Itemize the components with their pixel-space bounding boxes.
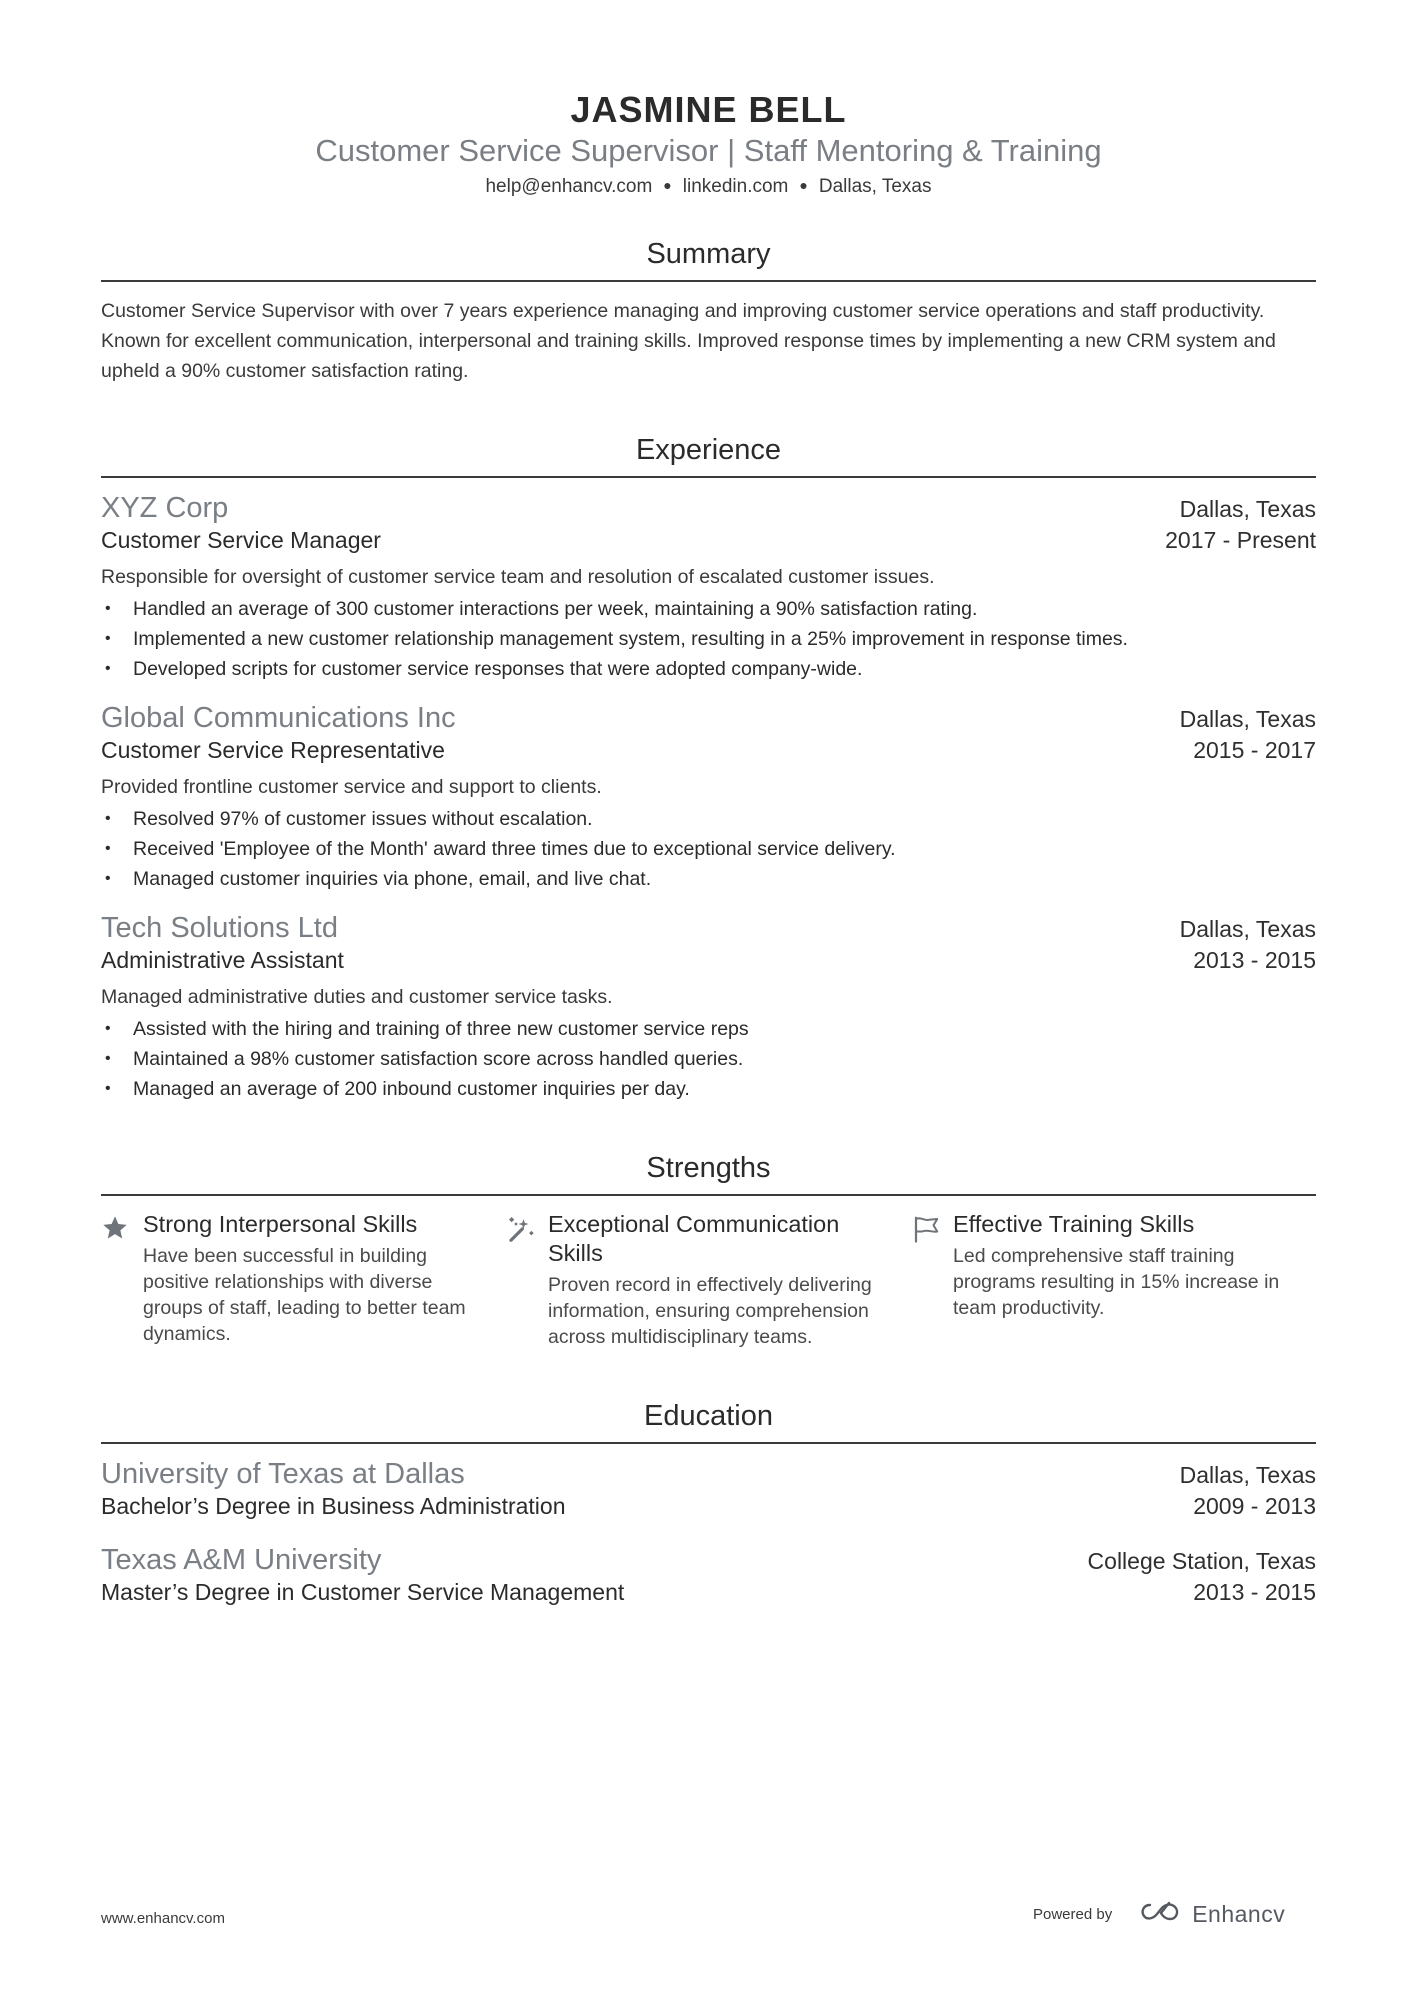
contact-linkedin[interactable]: linkedin.com xyxy=(682,176,789,197)
school-location: College Station, Texas xyxy=(1087,1548,1316,1574)
achievement-item: • Assisted with the hiring and training of three new customer service reps xyxy=(101,1014,1316,1044)
section-title-education: Education xyxy=(644,1400,773,1432)
achievement-item: • Implemented a new customer relationship management system, resulting in a 25% improvement in response times. xyxy=(101,624,1316,654)
school-name: University of Texas at Dallas xyxy=(101,1458,465,1490)
job-dates: 2017 - Present xyxy=(1165,527,1316,553)
job-dates: 2013 - 2015 xyxy=(1193,947,1316,973)
section-title-summary: Summary xyxy=(646,238,771,270)
experience-entry xyxy=(101,702,1316,894)
summary-text: Customer Service Supervisor with over 7 years experience managing and improving customer service operations and staff productivity. Known for excellent communication, interpersonal and training skills. Improved response times by implementing a new CRM system and upheld a 90% customer satisfaction rating. xyxy=(101,300,1276,382)
education-entry xyxy=(101,1544,1316,1606)
star-icon xyxy=(101,1210,143,1350)
achievement-list xyxy=(101,594,1316,684)
separator-dot: ● xyxy=(663,177,672,193)
experience-section xyxy=(101,432,1316,1104)
strength-description: Led comprehensive staff training programs resulting in 15% increase in team productivity. xyxy=(953,1245,1280,1319)
resume-header xyxy=(101,0,1316,200)
job-dates: 2015 - 2017 xyxy=(1193,737,1316,763)
achievement-item: • Managed an average of 200 inbound customer inquiries per day. xyxy=(101,1074,1316,1104)
contact-email[interactable]: help@enhancv.com xyxy=(485,176,653,197)
company-name: XYZ Corp xyxy=(101,492,229,524)
job-description: Managed administrative duties and customer service tasks. xyxy=(101,986,613,1008)
strength-title: Strong Interpersonal Skills xyxy=(143,1211,418,1237)
strengths-grid xyxy=(101,1210,1316,1350)
summary-section xyxy=(101,236,1316,386)
contact-location: Dallas, Texas xyxy=(818,176,932,197)
achievement-item: • Resolved 97% of customer issues without escalation. xyxy=(101,804,1316,834)
flag-icon xyxy=(911,1210,953,1350)
strength-item xyxy=(506,1210,911,1350)
experience-entry xyxy=(101,492,1316,684)
strengths-section xyxy=(101,1150,1316,1350)
job-title: Customer Service Manager xyxy=(101,527,381,553)
achievement-item: • Handled an average of 300 customer interactions per week, maintaining a 90% satisfaction rating. xyxy=(101,594,1316,624)
company-name: Tech Solutions Ltd xyxy=(101,912,338,944)
degree-name: Bachelor’s Degree in Business Administration xyxy=(101,1493,566,1519)
enhancv-logo-icon xyxy=(1138,1900,1184,1929)
section-divider xyxy=(101,1442,1316,1444)
candidate-headline: Customer Service Supervisor | Staff Mentoring & Training xyxy=(315,133,1102,168)
powered-by-label: Powered by xyxy=(1033,1906,1113,1923)
strength-item xyxy=(101,1210,506,1350)
education-entry xyxy=(101,1458,1316,1520)
achievement-item: • Developed scripts for customer service responses that were adopted company-wide. xyxy=(101,654,1316,684)
job-description: Responsible for oversight of customer service team and resolution of escalated customer issues. xyxy=(101,566,935,588)
section-divider xyxy=(101,476,1316,478)
strength-title: Exceptional Communication Skills xyxy=(548,1211,840,1266)
school-location: Dallas, Texas xyxy=(1179,1462,1316,1488)
school-name: Texas A&M University xyxy=(101,1544,382,1576)
brand-name: Enhancv xyxy=(1192,1901,1286,1927)
job-location: Dallas, Texas xyxy=(1179,706,1316,732)
footer-website[interactable]: www.enhancv.com xyxy=(101,1910,225,1927)
strength-description: Have been successful in building positive relationships with diverse groups of staff, leading to better team dynamics. xyxy=(143,1245,466,1345)
section-divider xyxy=(101,1194,1316,1196)
achievement-item: • Managed customer inquiries via phone, email, and live chat. xyxy=(101,864,1316,894)
company-name: Global Communications Inc xyxy=(101,702,456,734)
achievement-item: • Maintained a 98% customer satisfaction score across handled queries. xyxy=(101,1044,1316,1074)
strength-item xyxy=(911,1210,1316,1350)
experience-entry xyxy=(101,912,1316,1104)
achievement-list xyxy=(101,1014,1316,1104)
degree-name: Master’s Degree in Customer Service Management xyxy=(101,1579,625,1605)
section-divider xyxy=(101,280,1316,282)
job-description: Provided frontline customer service and support to clients. xyxy=(101,776,602,798)
strength-description: Proven record in effectively delivering information, ensuring comprehension across multidisciplinary teams. xyxy=(548,1274,872,1348)
contact-line xyxy=(101,172,1316,200)
magic-wand-icon xyxy=(506,1210,548,1350)
separator-dot: ● xyxy=(799,177,808,193)
job-location: Dallas, Texas xyxy=(1179,916,1316,942)
achievement-item: • Received 'Employee of the Month' award three times due to exceptional service delivery. xyxy=(101,834,1316,864)
section-title-strengths: Strengths xyxy=(646,1152,771,1184)
candidate-name: JASMINE BELL xyxy=(570,89,847,130)
strength-title: Effective Training Skills xyxy=(953,1211,1195,1237)
job-location: Dallas, Texas xyxy=(1179,496,1316,522)
education-dates: 2009 - 2013 xyxy=(1193,1493,1316,1519)
section-title-experience: Experience xyxy=(635,434,782,466)
achievement-list xyxy=(101,804,1316,894)
education-section xyxy=(101,1398,1316,1606)
job-title: Customer Service Representative xyxy=(101,737,445,763)
job-title: Administrative Assistant xyxy=(101,947,344,973)
footer-branding xyxy=(1033,1900,1285,1929)
education-dates: 2013 - 2015 xyxy=(1193,1579,1316,1605)
resume-page xyxy=(101,0,1316,1606)
